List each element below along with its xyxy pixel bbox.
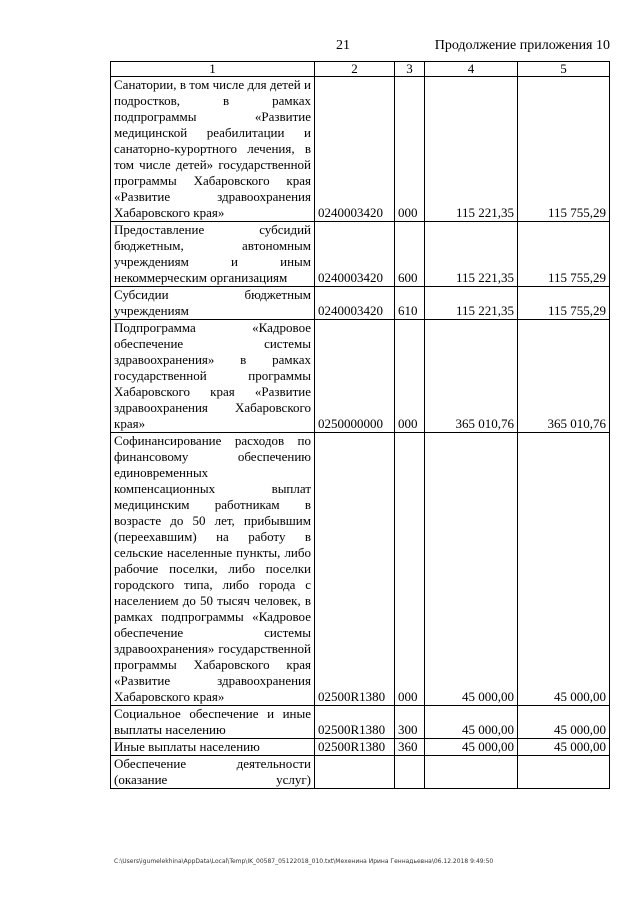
expense-type-code: 000 [395,77,425,222]
target-article-code: 0250000000 [315,320,395,433]
amount-year-2: 115 755,29 [518,77,610,222]
file-path-footer: C:\Users\igumelekhina\AppData\Local\Temp\IK_00587_05122018_010.txt\Мехенина Ирина Геннадьевна\06.12.2018 9:49:50 [114,858,494,865]
row-name: Предоставление субсидий бюджетным, автономным учреждениям и иным некоммерческим организациям [111,222,315,287]
row-name: Софинансирование расходов по финансовому обеспечению единовременных компенсационных выплат медицинским работникам в возрасте до 50 лет, прибывшим (переехавшим) на работу в сельские населенные пункты, либо рабочие поселки, либо поселки городского типа, либо города с населением до 50 тысяч человек, в рамках подпрограммы «Кадровое обеспечение системы здравоохранения» государственной программы Хабаровского края «Развитие здравоохранения Хабаровского края» [111,433,315,706]
expense-type-code: 360 [395,739,425,756]
table-row [111,739,610,756]
amount-year-2: 45 000,00 [518,739,610,756]
target-article-code: 02500R1380 [315,706,395,739]
table-row [111,320,610,433]
column-header: 3 [395,62,425,77]
table-row [111,222,610,287]
expense-type-code: 610 [395,287,425,320]
table-row-partial [111,756,610,789]
row-name: Обеспечение деятельности (оказание услуг) [111,756,315,789]
table-row [111,287,610,320]
expense-type-code: 600 [395,222,425,287]
target-article-code [315,756,395,789]
row-name: Субсидии бюджетным учреждениям [111,287,315,320]
row-name: Социальное обеспечение и иные выплаты населению [111,706,315,739]
expense-type-code: 000 [395,320,425,433]
amount-year-1: 115 221,35 [425,77,518,222]
table-row [111,433,610,706]
table-row [111,77,610,222]
amount-year-2: 115 755,29 [518,287,610,320]
column-header: 2 [315,62,395,77]
table-row [111,706,610,739]
target-article-code: 0240003420 [315,287,395,320]
column-header: 5 [518,62,610,77]
row-name: Подпрограмма «Кадровое обеспечение системы здравоохранения» в рамках государственной программы Хабаровского края «Развитие здравоохранения Хабаровского края» [111,320,315,433]
row-name: Иные выплаты населению [111,739,315,756]
amount-year-2 [518,756,610,789]
column-number-row [111,62,610,77]
amount-year-2: 115 755,29 [518,222,610,287]
target-article-code: 0240003420 [315,222,395,287]
appendix-caption: Продолжение приложения 10 [434,38,610,53]
expense-type-code: 300 [395,706,425,739]
target-article-code: 0240003420 [315,77,395,222]
amount-year-1: 115 221,35 [425,222,518,287]
expense-type-code: 000 [395,433,425,706]
row-name: Санатории, в том числе для детей и подростков, в рамках подпрограммы «Развитие медицинской реабилитации и санаторно-курортного лечения, в том числе детей» государственной программы Хабаровского края «Развитие здравоохранения Хабаровского края» [111,77,315,222]
target-article-code: 02500R1380 [315,433,395,706]
page-number: 21 [336,38,350,53]
budget-table [110,61,610,789]
amount-year-2: 45 000,00 [518,706,610,739]
amount-year-1: 45 000,00 [425,433,518,706]
column-header: 4 [425,62,518,77]
amount-year-1: 45 000,00 [425,739,518,756]
amount-year-1: 115 221,35 [425,287,518,320]
column-header: 1 [111,62,315,77]
amount-year-1: 45 000,00 [425,706,518,739]
expense-type-code [395,756,425,789]
amount-year-2: 45 000,00 [518,433,610,706]
target-article-code: 02500R1380 [315,739,395,756]
amount-year-1 [425,756,518,789]
amount-year-1: 365 010,76 [425,320,518,433]
amount-year-2: 365 010,76 [518,320,610,433]
